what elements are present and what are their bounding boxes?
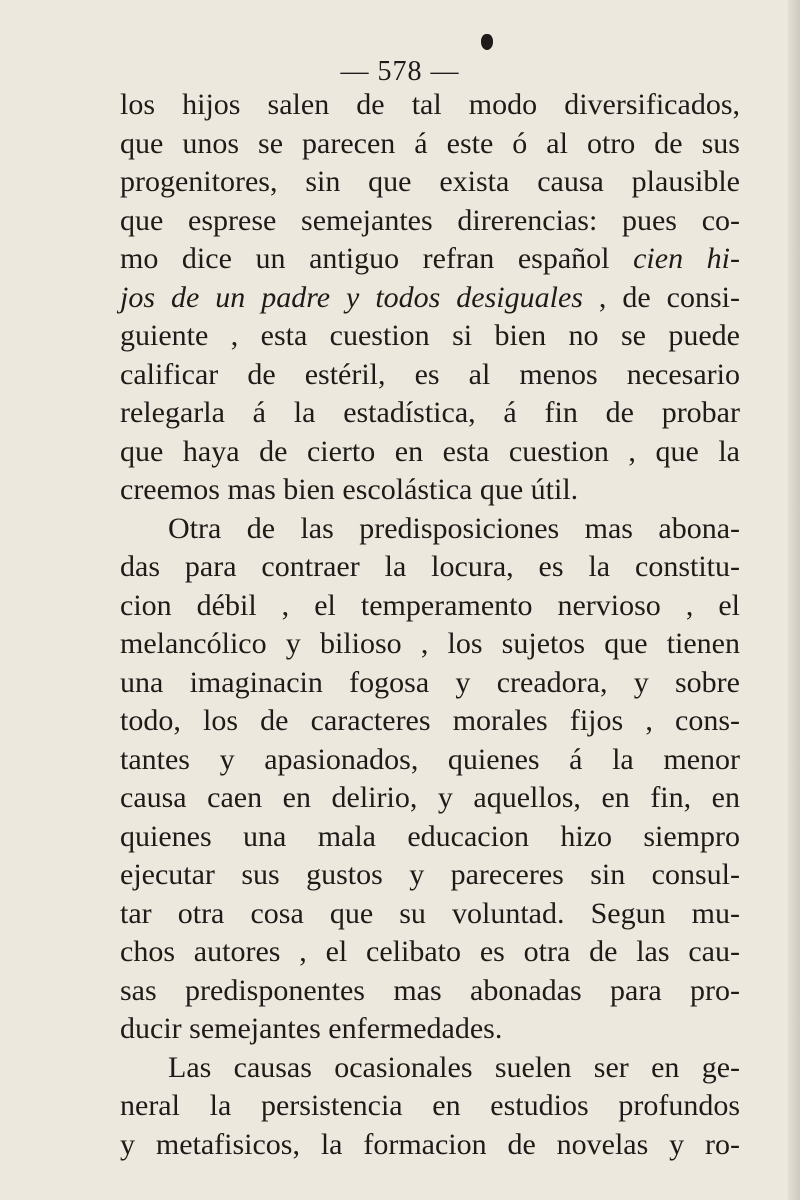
text-line-26: Las causas ocasionales suelen ser en ge- <box>168 1050 740 1084</box>
text-line-6 <box>120 279 740 318</box>
text-line-13: das para contraer la locura, es la constitu- <box>120 550 740 583</box>
text-line-20: quienes una mala educacion hizo siempro <box>120 819 740 853</box>
text-line-8: calificar de estéril, es al menos necesario <box>120 357 740 391</box>
text-line-23: chos autores , el celibato es otra de las cau- <box>120 935 740 968</box>
text-line-28: y metafisicos, la formacion de novelas y ro- <box>120 1127 740 1161</box>
text-line-17: todo, los de caracteres morales fijos , cons- <box>120 704 740 737</box>
text-line-1: los hijos salen de tal modo diversificados, <box>120 88 740 121</box>
text-line-15: melancólico y bilioso , los sujetos que tienen <box>120 627 740 660</box>
text-line-6-italic: jos de un padre y todos desiguales <box>120 280 583 314</box>
text-line-19: causa caen en delirio, y aquellos, en fin, en <box>120 781 740 814</box>
text-line-11: creemos mas bien escolástica que útil. <box>120 473 579 506</box>
text-line-18: tantes y apasionados, quienes á la menor <box>120 742 740 776</box>
text-line-5-roman: mo dice un antiguo refran español <box>120 242 634 275</box>
text-line-7: guiente , esta cuestion si bien no se puede <box>120 319 740 352</box>
body-text <box>120 86 740 1164</box>
text-line-12: Otra de las predisposiciones mas abona- <box>168 511 740 545</box>
text-line-2: que unos se parecen á este ó al otro de sus <box>120 126 740 160</box>
text-line-10: que haya de cierto en esta cuestion , que la <box>120 434 740 468</box>
text-line-24: sas predisponentes mas abonadas para pro- <box>120 973 740 1007</box>
text-line-6-roman: , de consi- <box>582 280 740 314</box>
text-line-9: relegarla á la estadística, á fin de probar <box>120 396 740 429</box>
text-line-16: una imaginacin fogosa y creadora, y sobre <box>120 665 740 699</box>
text-line-5-italic: cien hi- <box>633 242 740 275</box>
text-line-27: neral la persistencia en estudios profundos <box>120 1089 740 1122</box>
text-line-4: que esprese semejantes direrencias: pues co- <box>120 203 740 237</box>
text-line-21: ejecutar sus gustos y pareceres sin consul- <box>120 858 740 891</box>
ink-blot <box>481 34 493 50</box>
text-line-25: ducir semejantes enfermedades. <box>120 1012 503 1045</box>
text-line-3: progenitores, sin que exista causa plausible <box>120 165 740 198</box>
text-line-22: tar otra cosa que su voluntad. Segun mu- <box>120 896 740 930</box>
page-edge-shadow <box>788 0 800 1200</box>
text-line-14: cion débil , el temperamento nervioso , el <box>120 588 740 622</box>
text-line-5 <box>120 240 740 279</box>
page-number: — 578 — <box>340 56 460 87</box>
